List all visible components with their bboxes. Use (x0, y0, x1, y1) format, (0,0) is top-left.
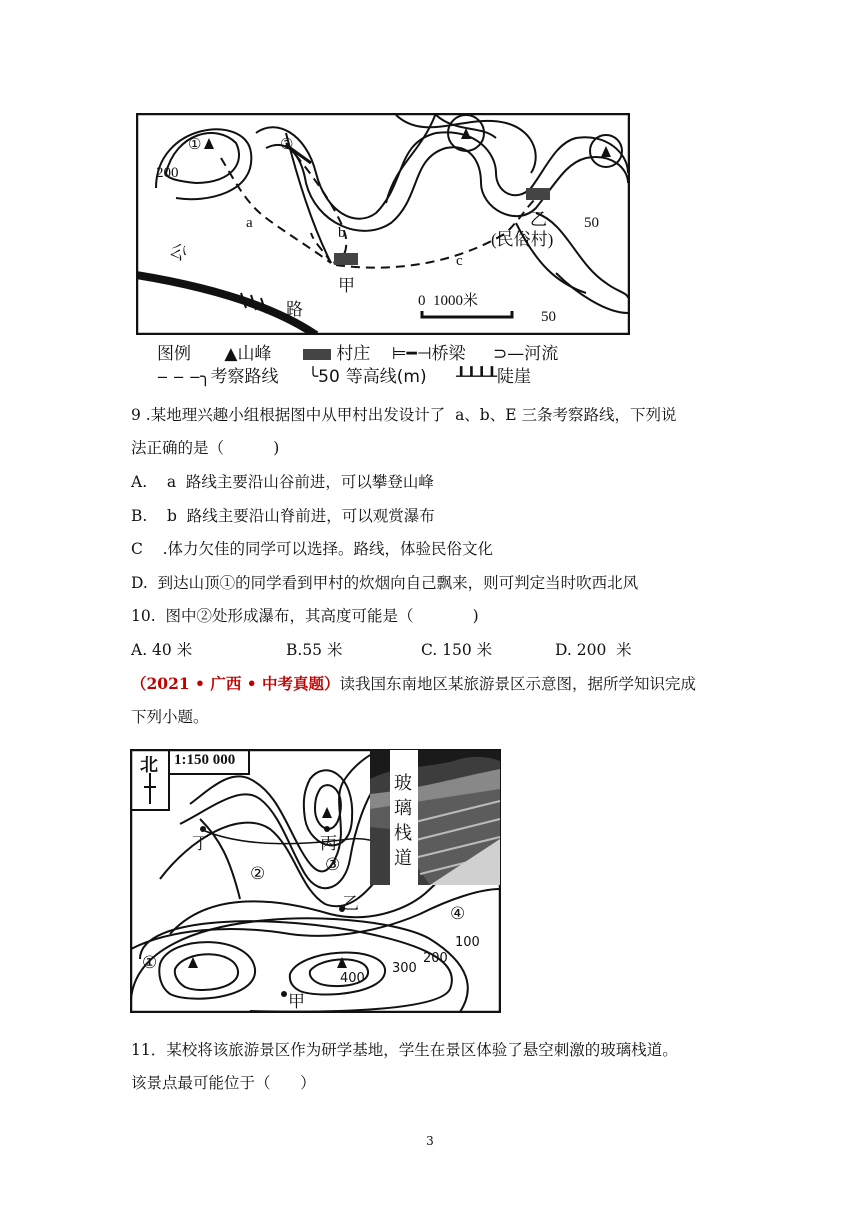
map1-label-point-2: ② (280, 137, 294, 153)
legend-cliff-icon: ┸┸┸┸ (456, 367, 497, 387)
question-source: （2021 • 广西 • 中考真题） (131, 674, 340, 693)
legend-title: 图例 (157, 344, 191, 364)
q10-option-c: C. 150 米 (421, 641, 493, 659)
q9-option-c: C .体力欠佳的同学可以选择。路线，体验民俗文化 (131, 540, 493, 558)
q10-stem: 10. 图中②处形成瀑布，其高度可能是（ ) (131, 607, 479, 625)
q11-stem-line-1: 11．某校将该旅游景区作为研学基地，学生在景区体验了悬空刺激的玻璃栈道。 (131, 1041, 678, 1059)
q9-option-b: B. b 路线主要沿山脊前进，可以观赏瀑布 (131, 507, 435, 525)
legend-contour-label: 等高线(m) (345, 367, 427, 387)
map1-legend-row-1 (157, 339, 558, 364)
map1-route-c: c (456, 253, 463, 269)
map1-village-jia: 甲 (338, 276, 355, 295)
scenic-area-map (130, 749, 501, 1013)
legend-peak-icon: ▲ (224, 344, 238, 364)
map2-north-label: 北 (140, 755, 158, 775)
map2-contour-100: 100 (455, 935, 480, 950)
map2-contour-400: 400 (340, 971, 365, 986)
map1-folk-village-label: (民俗村) (491, 230, 554, 249)
map1-contour-50-a: 50 (584, 215, 599, 231)
q9-option-a: A. a 路线主要沿山谷前进，可以攀登山峰 (131, 473, 434, 491)
photo-caption-char-4: 道 (394, 848, 412, 868)
map2-drawing (130, 749, 501, 1013)
map2-site-3: ③ (325, 855, 341, 874)
map2-point-yi: 乙 (342, 894, 359, 913)
map2-contour-300: 300 (392, 961, 417, 976)
map2-point-ding: 丁 (192, 834, 209, 853)
legend-river-icon: ⊃— (492, 344, 525, 364)
map1-drawing (136, 113, 630, 335)
intro-line-2: 下列小题。 (131, 708, 209, 726)
legend-contour-sample: 50 (318, 367, 340, 387)
q11-stem-line-2: 该景点最可能位于（ ） (131, 1074, 316, 1092)
q9-stem-line-2: 法正确的是（ ) (131, 439, 280, 457)
q9-stem-line-1: 9 .某地理兴趣小组根据图中从甲村出发设计了 a、b、E 三条考察路线，下列说 (131, 406, 677, 424)
photo-caption-char-2: 璃 (394, 798, 412, 818)
legend-route-label: 考察路线 (210, 367, 279, 387)
map1-contour-50-b: 50 (541, 309, 556, 325)
intro-line-1 (131, 672, 696, 696)
q9-option-d: D. 到达山顶①的同学看到甲村的炊烟向自己飘来，则可判定当时吹西北风 (131, 574, 639, 592)
legend-contour-icon: ╰ (307, 367, 319, 387)
map2-contour-200: 200 (423, 951, 448, 966)
map1-scale-label: 0 1000米 (418, 293, 479, 309)
map1-road-label-gong: 公 (166, 239, 191, 265)
map1-route-b: b (338, 225, 346, 241)
legend-village-icon (303, 349, 331, 360)
legend-cliff-label: 陡崖 (496, 367, 531, 387)
q10-option-b: B.55 米 (286, 641, 343, 659)
map1-route-a: a (246, 215, 253, 231)
map1-road-label-lu: 路 (286, 300, 303, 319)
legend-bridge-icon: ⊨━⊣ (391, 344, 432, 364)
map2-site-4: ④ (450, 904, 466, 923)
photo-caption-char-1: 玻 (394, 773, 412, 793)
map1-label-peak-1: ① (188, 137, 202, 153)
intro-text: 读我国东南地区某旅游景区示意图，据所学知识完成 (339, 675, 697, 693)
q10-option-a: A. 40 米 (131, 641, 193, 659)
legend-peak-label: 山峰 (237, 344, 272, 364)
q10-option-d: D. 200 米 (555, 641, 632, 659)
map1-contour-200: 200 (156, 165, 179, 181)
map1-legend-row-2 (157, 362, 531, 387)
map2-site-1: ① (142, 953, 158, 972)
map1-village-yi: 乙 (530, 210, 547, 229)
map2-scale-label: 1:150 000 (174, 752, 236, 768)
legend-route-icon: ‒ ‒ ‒╮ (157, 367, 211, 387)
map2-point-bing: 丙 (320, 834, 337, 853)
legend-river-label: 河流 (524, 344, 559, 364)
map2-point-jia: 甲 (288, 992, 305, 1011)
page-number: 3 (426, 1134, 434, 1148)
photo-caption-char-3: 栈 (394, 823, 412, 843)
legend-bridge-label: 桥梁 (431, 344, 466, 364)
legend-village-label: 村庄 (336, 344, 371, 364)
topographic-map-1 (136, 113, 630, 335)
map2-site-2: ② (250, 864, 266, 883)
